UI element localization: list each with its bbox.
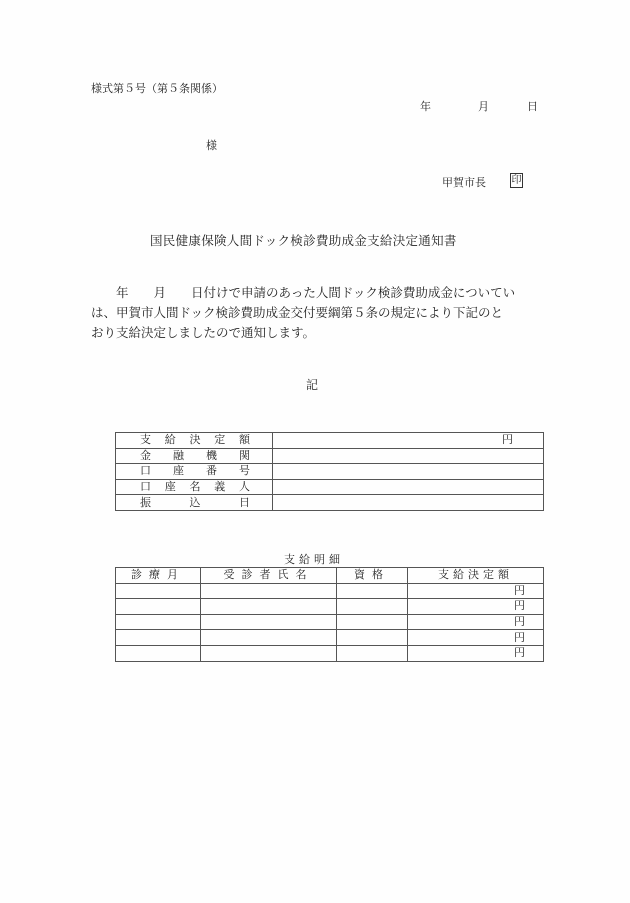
patient-name-cell[interactable]: [201, 583, 337, 599]
qualification-cell[interactable]: [337, 583, 408, 599]
label-account-holder: 口 座 名 義 人: [116, 479, 273, 495]
table-row: [116, 599, 544, 615]
table-row: [116, 583, 544, 599]
qualification-cell[interactable]: [337, 645, 408, 661]
header-treatment-month: 診療月: [116, 568, 201, 584]
label-account-number: 口 座 番 号: [116, 464, 273, 480]
treatment-month-cell[interactable]: [116, 599, 201, 615]
document-title: 国民健康保険人間ドック検診費助成金支給決定通知書: [150, 233, 457, 248]
ki-heading: 記: [306, 378, 319, 392]
amount-cell[interactable]: 円: [408, 630, 544, 646]
date-month-label: 月: [478, 100, 489, 113]
form-number: 様式第５号（第５条関係）: [91, 82, 223, 95]
table-row: [116, 448, 544, 464]
notice-body: [91, 283, 546, 343]
table-header-row: [116, 568, 544, 584]
table-row: [116, 495, 544, 511]
patient-name-cell[interactable]: [201, 630, 337, 646]
table-row: [116, 630, 544, 646]
patient-name-cell[interactable]: [201, 599, 337, 615]
patient-name-cell[interactable]: [201, 645, 337, 661]
header-qualification: 資格: [337, 568, 408, 584]
table-row: [116, 614, 544, 630]
table-row: [116, 479, 544, 495]
date-day-label: 日: [527, 100, 538, 113]
amount-cell[interactable]: 円: [408, 583, 544, 599]
treatment-month-cell[interactable]: [116, 630, 201, 646]
qualification-cell[interactable]: [337, 614, 408, 630]
label-financial-institution: 金 融 機 関: [116, 448, 273, 464]
seal-mark: 印: [511, 175, 522, 186]
patient-name-cell[interactable]: [201, 614, 337, 630]
treatment-month-cell[interactable]: [116, 645, 201, 661]
payment-detail-table: [115, 567, 544, 662]
qualification-cell[interactable]: [337, 630, 408, 646]
amount-cell[interactable]: 円: [408, 645, 544, 661]
date-year-label: 年: [420, 100, 431, 113]
table-row: [116, 464, 544, 480]
header-payment-amount: 支給決定額: [408, 568, 544, 584]
detail-table-caption: 支給明細: [284, 553, 344, 566]
treatment-month-cell[interactable]: [116, 614, 201, 630]
label-payment-amount: 支 給 決 定 額: [116, 433, 273, 449]
table-row: [116, 433, 544, 449]
label-transfer-date: 振 込 日: [116, 495, 273, 511]
financial-institution-field[interactable]: [273, 448, 544, 464]
issuer-name: 甲賀市長: [442, 176, 486, 189]
body-line: 年 月 日付けで申請のあった人間ドック検診費助成金についてい: [91, 285, 516, 300]
body-line: は、甲賀市人間ドック検診費助成金交付要綱第５条の規定により下記のと: [91, 305, 504, 320]
transfer-date-field[interactable]: [273, 495, 544, 511]
amount-cell[interactable]: 円: [408, 599, 544, 615]
amount-cell[interactable]: 円: [408, 614, 544, 630]
treatment-month-cell[interactable]: [116, 583, 201, 599]
account-number-field[interactable]: [273, 464, 544, 480]
table-row: [116, 645, 544, 661]
header-patient-name: 受診者氏名: [201, 568, 337, 584]
qualification-cell[interactable]: [337, 599, 408, 615]
account-holder-field[interactable]: [273, 479, 544, 495]
body-line: おり支給決定しましたので通知します。: [91, 325, 316, 340]
payment-info-table: [115, 432, 544, 511]
addressee-suffix: 様: [206, 139, 217, 152]
payment-amount-field[interactable]: 円: [273, 433, 544, 449]
